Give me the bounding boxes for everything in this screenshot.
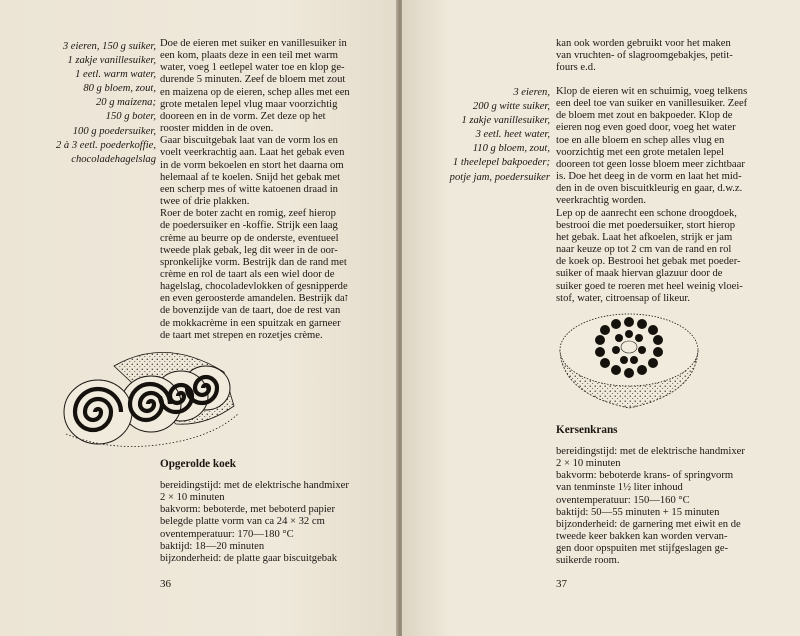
right-page: [402, 0, 800, 636]
left-page: [0, 0, 398, 636]
ingredient-item: 1 eetl. warm water,: [75, 69, 156, 81]
ingredient-item: 3 eieren, 150 g suiker,: [62, 41, 156, 52]
detail-baking-time: baktijd: 18—20 minuten: [160, 540, 265, 552]
detail-oven-temperature: oventemperatuur: 170—180 °C: [160, 528, 294, 540]
ingredient-item: 1 zakje vanillesuiker,: [67, 55, 156, 67]
page-number: 36: [160, 578, 171, 590]
ingredient-item: 3 eieren,: [513, 87, 550, 98]
ingredient-item: 200 g witte suiker,: [472, 101, 550, 113]
ingredients-list: [6, 40, 156, 167]
method-text: Klop de eieren wit en schuimig, voeg telkens een deel toe van suiker en vanillesuiker. Zeef de bloem met zout en bakpoeder. Klop de eieren nog even goed door, voeg het water toe en alle bloem en schep alles vlug en voorzichtig met een grote metalen lepel dooreen tot geen losse bloem meer zichtbaar is. Doe het deeg in de vorm en laat het mid- den in de oven biscuitkleurig en gaar, d.w.z. veerkrachtig worden. Lep op de aanrecht een schone droogdoek, bestrooi die met poedersuiker, stort hierop het gebak. Laat het afkoelen, strijk er jam naar keuze op tot 2 cm van de rand en rol de koek op. Bestrooi het gebak met poeder- suiker of maak hiervan glazuur door de suiker goed te roeren met heel weinig vloei- stof, water, citroensap of likeur.: [556, 86, 748, 304]
detail-particulars: bijzonderheid: de garnering met eiwit en de tweede keer bakken kan worden vervan- gen door opspuiten met stijfgeslagen ge- suikerde room.: [556, 518, 741, 567]
page-number: 37: [556, 578, 567, 590]
detail-oven-temperature: oventemperatuur: 150—160 °C: [556, 494, 690, 506]
ingredient-item: 3 eetl. heet water,: [475, 129, 550, 141]
ingredient-item: 110 g bloem, zout,: [472, 143, 550, 155]
ingredient-item: 150 g boter,: [105, 111, 156, 123]
ingredient-item: potje jam, poedersuiker: [449, 171, 550, 183]
ingredient-item: 80 g bloem, zout,: [83, 83, 156, 95]
recipe-title: Kersenkrans: [556, 424, 618, 436]
detail-preparation-time: bereidingstijd: met de elektrische handmixer 2 × 10 minuten: [556, 446, 745, 470]
recipe-title: Opgerolde koek: [160, 458, 236, 470]
ingredient-item: 100 g poedersuiker,: [72, 125, 156, 137]
detail-preparation-time: bereidingstijd: met de elektrische handmixer 2 × 10 minuten: [160, 480, 349, 504]
detail-baking-time: baktijd: 50—55 minuten + 15 minuten: [556, 506, 720, 518]
detail-baking-tin: bakvorm: beboterde krans- of springvorm van tenminste 1½ liter inhoud: [556, 470, 734, 494]
ingredient-item: chocoladehagelslag: [71, 153, 156, 165]
recipe-details: [556, 446, 790, 568]
ingredient-item: 1 theelepel bakpoeder;: [452, 157, 550, 169]
continuation-text: kan ook worden gebruikt voor het maken van vruchten- of slagroomgebakjes, petit- fours e.d.: [556, 38, 733, 74]
detail-baking-tin: bakvorm: beboterde, met beboterd papier belegde platte vorm van ca 24 × 32 cm: [160, 504, 336, 528]
detail-particulars: bijzonderheid: de platte gaar biscuitgebak: [160, 552, 338, 564]
recipe-details: [160, 480, 392, 565]
roll-cake-illustration: [56, 338, 246, 458]
ingredients-list: [404, 86, 550, 185]
ingredient-item: 1 zakje vanillesuiker,: [461, 115, 550, 127]
cherry-ring-cake-illustration: [554, 310, 704, 416]
ingredient-item: 2 à 3 eetl. poederkoffie,: [55, 139, 156, 151]
ingredient-item: 20 g maizena;: [95, 97, 156, 109]
method-text: Doe de eieren met suiker en vanillesuiker in een kom, plaats deze in een teil met warm water, voeg 1 eetlepel water toe en klop ge- durende 5 minuten. Zeef de bloem met zout en maizena op de eieren, schep alles met een grote metalen lepel vlug maar voorzichtig dooreen en in de vorm. Zet deze op het rooster midden in de oven. Gaar biscuitgebak laat van de vorm los en voelt veerkrachtig aan. Laat het gebak even in de vorm bekoelen en stort het daarna om helemaal af te koelen. Snijd het gebak met een scherp mes of witte katoenen draad in twee of drie plakken. Roer de boter zacht en romig, zeef hierop de poedersuiker en -koffie. Strijk een laag crème au beurre op de onderste, eventueel tweede plak gebak, leg dit weer in de oor- spronkelijke vorm. Bestrijk dan de rand met crème en rol de taart als een wiel door de hagelslag, chocoladevlokken of gesnipperde en even geroosterde amandelen. Bestrijk daז de bovenzijde van de taart, doe de rest van de mokkacrème in een spuitzak en garneer de taart met strepen en rozetjes crème.: [160, 38, 350, 341]
